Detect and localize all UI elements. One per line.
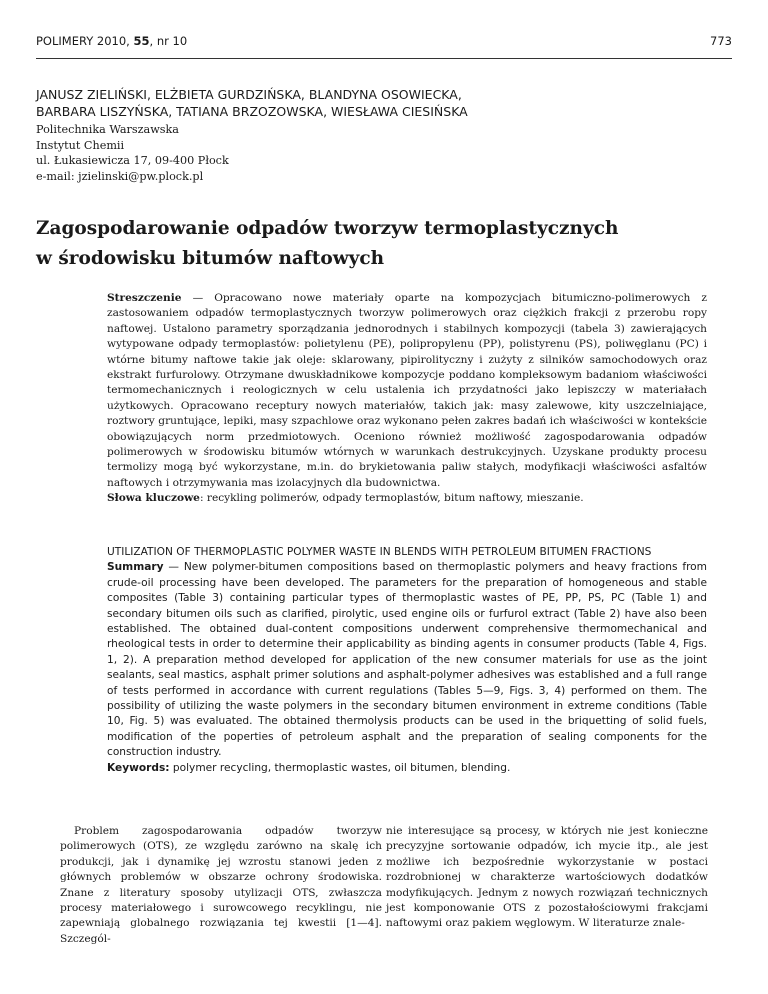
title-line: w środowisku bitumów naftowych (36, 248, 385, 269)
body-column-left: Problem zagospodarowania odpadów tworzyw polimerowych (OTS), ze względu zarówno na skalę ich produkcji, jak i dynamikę jej wzrostu stanowi jeden z głównych problemów w obszarze ochrony środowiska. Znane z literatury sposoby utylizacji OTS, zwłaszcza procesy materiałowego i surowcowego recyklingu, nie zapewniają globalnego rozwiązania tej kwestii [1—4]. Szczegól- (60, 825, 382, 945)
abstract-label: Streszczenie (107, 292, 182, 304)
summary-text: — New polymer-bitumen compositions based on thermoplastic polymers and heavy fractions from crude-oil processing have been developed. The parameters for the preparation of homogeneous and stable composites (Table 3) containing particular types of thermoplastic wastes of PE, PP, PS, PC (Table 1) and secondary bitumen oils such as clarified, pirolytic, used engine oils or furfurol extract (Table 2) have also been established. The obtained dual-content compositions underwent comprehensive thermomechanical and rheological tests in order to determine their applicability as binding agents in consumer products (Table 4, Figs. 1, 2). A preparation method developed for application of the new consumer materials for use as the joint sealants, seal mastics, asphalt primer solutions and asphalt-polymer adhesives was established and a full range of tests performed in accordance with current regulations (Tables 5—9, Figs. 3, 4) performed on them. The possibility of utilizing the waste polymers in the secondary bitumen environment in extreme conditions (Table 10, Fig. 5) was evaluated. The obtained thermolysis products can be used in the briquetting of solid fuels, modification of the poperties of petroleum asphalt and the preparation of sealing components for the construction industry. (107, 561, 707, 759)
journal-issue: , nr 10 (149, 34, 188, 48)
affiliation-line: ul. Łukasiewicza 17, 09-400 Płock (36, 154, 229, 167)
article-title (36, 214, 732, 274)
summary-label: Summary (107, 561, 164, 574)
journal-volume: 55 (133, 34, 150, 48)
affiliation-line: Instytut Chemii (36, 138, 125, 152)
author-line: BARBARA LISZYŃSKA, TATIANA BRZOZOWSKA, WIESŁAWA CIESIŃSKA (36, 104, 468, 119)
keywords-label: Słowa kluczowe (107, 492, 200, 505)
affiliation-email: e-mail: jzielinski@pw.plock.pl (36, 169, 204, 183)
affiliation (36, 122, 229, 184)
author-line: JANUSZ ZIELIŃSKI, ELŻBIETA GURDZIŃSKA, BLANDYNA OSOWIECKA, (36, 87, 462, 102)
affiliation-line: Politechnika Warszawska (36, 123, 179, 136)
keywords-label-en: Keywords: (107, 761, 170, 774)
journal-name: POLIMERY 2010, (36, 34, 130, 48)
keywords-text-en: polymer recycling, thermoplastic wastes, oil bitumen, blending. (169, 761, 511, 774)
author-list (36, 86, 732, 120)
abstract-text: — Opracowano nowe materiały oparte na kompozycjach bitumiczno-polimerowych z zastosowaniem odpadów termoplastycznych tworzyw polimerowych oraz ciężkich frakcji z przerobu ropy naftowej. Ustalono parametry sporządzania jednorodnych i stabilnych kompozycji (tabela 3) zawierających wytypowane odpady termoplastów: polietylenu (PE), polipropylenu (PP), polistyrenu (PS), poliwęglanu (PC) i wtórne bitumy naftowe takie jak oleje: sklarowany, pipirolityczny i zużyty z silników samochodowych oraz ekstrakt furfurolowy. Otrzymane dwuskładnikowe kompozycje poddano kompleksowym badaniom właściwości termomechanicznych i reologicznych w celu ustalenia ich przydatności jako lepiszczy w materiałach użytkowych. Opracowano receptury nowych materiałów, takich jak: masy zalewowe, kity uszczelniające, roztwory gruntujące, lepiki, masy szpachlowe oraz wykonano pełen zakres badań ich właściwości w kontekście obowiązujących norm przedmiotowych. Oceniono również możliwość zagospodarowania odpadów polimerowych w środowisku bitumów wtórnych w warunkach destrukcyjnych. Uzyskane produkty procesu termolizy mogą być wykorzystane, m.in. do brykietowania paliw stałych, modyfikacji właściwości asfaltów naftowych i otrzymywania mas izolacyjnych dla budownictwa. (107, 292, 707, 489)
english-title: UTILIZATION OF THERMOPLASTIC POLYMER WASTE IN BLENDS WITH PETROLEUM BITUMEN FRACTIONS (107, 546, 652, 558)
title-line: Zagospodarowanie odpadów tworzyw termoplastycznych (36, 218, 619, 239)
abstract-english (107, 545, 707, 776)
body-column-right: nie interesujące są procesy, w których nie jest konieczne precyzyjne sortowanie odpadów, ich mycie itp., ale jest możliwe ich bezpośrednie wykorzystanie w postaci rozdrobnionej w charakterze wartościowych dodatków modyfikujących. Jednym z nowych rozwiązań technicznych jest komponowanie OTS z pozostałościowymi frakcjami naftowymi oraz pakiem węglowym. W literaturze znale- (386, 825, 708, 930)
running-header (36, 34, 732, 48)
header-divider (36, 58, 732, 59)
page-number: 773 (710, 34, 732, 48)
abstract-polish (107, 291, 707, 507)
keywords-text: : recykling polimerów, odpady termoplastów, bitum naftowy, mieszanie. (199, 492, 584, 505)
